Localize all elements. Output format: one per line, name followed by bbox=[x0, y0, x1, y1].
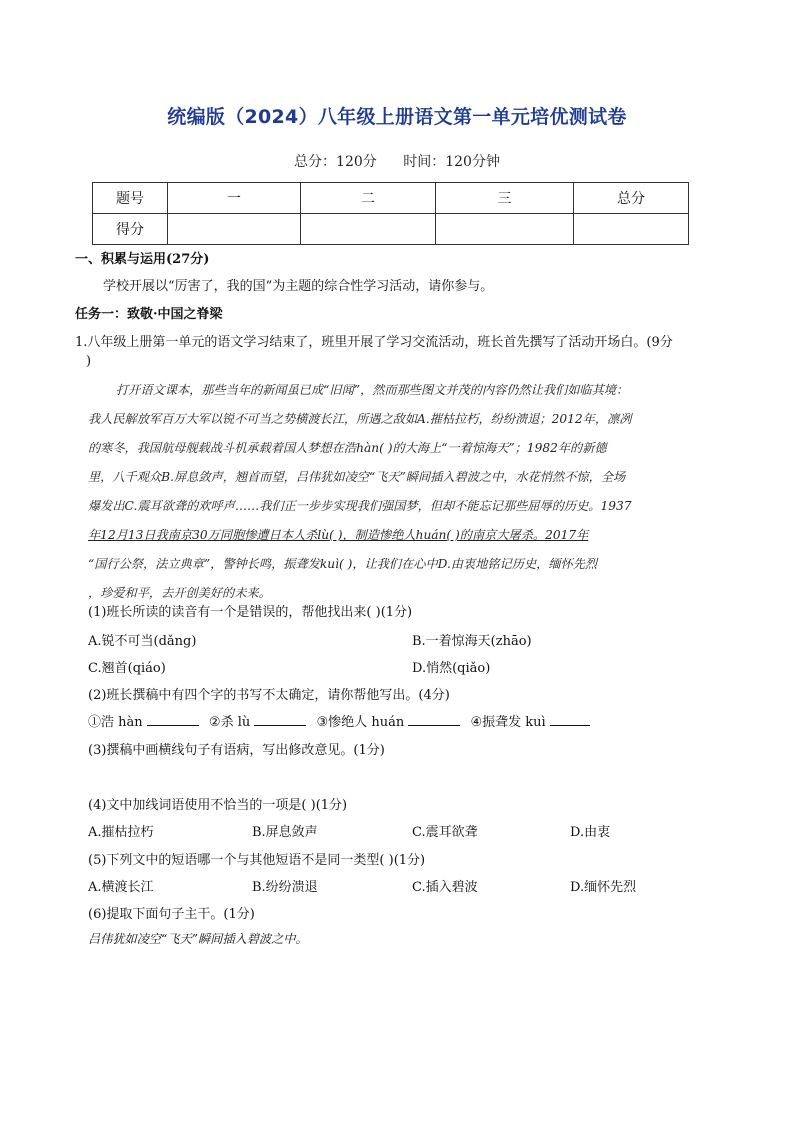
score-cell: 二 bbox=[301, 183, 436, 214]
question-1-stem: 1.八年级上册第一单元的语文学习结束了，班里开展了学习交流活动，班长首先撰写了活动开场白。(9分 bbox=[75, 335, 673, 350]
answer-blank[interactable] bbox=[550, 713, 590, 726]
answer-blank[interactable] bbox=[147, 713, 199, 726]
subquestion-1-stem: (1)班长所读的读音有一个是错误的，帮他找出来( )(1分) bbox=[88, 605, 413, 620]
score-cell: 题号 bbox=[93, 183, 168, 214]
score-input-cell[interactable] bbox=[301, 214, 436, 245]
subquestion-4-stem: (4)文中加线词语使用不恰当的一项是( )(1分) bbox=[88, 798, 348, 813]
blank-label: ①浩 hàn bbox=[88, 715, 143, 730]
exam-time: 时间：120分钟 bbox=[403, 154, 500, 170]
passage-line-underlined: 年12月13日我南京30万同胞惨遭日本人杀lù( )，制造惨绝人huán( )的南京大屠杀。2017年 bbox=[88, 528, 589, 542]
passage-line: 里，八千观众B.屏息敛声，翘首而望，吕伟犹如凌空“飞天”瞬间插入碧波之中，水花悄然不惊，全场 bbox=[88, 470, 626, 484]
passage-line: ，珍爱和平，去开创美好的未来。 bbox=[88, 586, 271, 600]
task-heading: 任务一：致敬·中国之脊梁 bbox=[75, 307, 223, 322]
blank-label: ③惨绝人 huán bbox=[316, 715, 405, 730]
option-d[interactable]: D.由衷 bbox=[570, 825, 611, 840]
subquestion-2-stem: (2)班长撰稿中有四个字的书写不太确定，请你帮他写出。(4分) bbox=[88, 688, 450, 703]
passage-line: 打开语文课本，那些当年的新闻虽已成“旧闻”，然而那些图文并茂的内容仍然让我们如临其境： bbox=[116, 383, 629, 397]
total-score: 总分：120分 bbox=[294, 154, 377, 170]
subquestion-6-stem: (6)提取下面句子主干。(1分) bbox=[88, 907, 255, 922]
option-a[interactable]: A.锐不可当(dǎng) bbox=[88, 634, 197, 649]
score-table bbox=[92, 182, 689, 245]
reading-passage bbox=[88, 376, 722, 608]
passage-line: 爆发出C.震耳欲聋的欢呼声……我们正一步步实现我们强国梦，但却不能忘记那些屈辱的历史。1937 bbox=[88, 499, 632, 513]
option-d[interactable]: D.缅怀先烈 bbox=[570, 880, 637, 895]
section-heading: 一、积累与运用(27分) bbox=[75, 252, 210, 267]
score-input-cell[interactable] bbox=[168, 214, 301, 245]
score-cell: 总分 bbox=[574, 183, 689, 214]
exam-meta bbox=[0, 151, 794, 171]
score-cell: 三 bbox=[436, 183, 574, 214]
option-b[interactable]: B.屏息敛声 bbox=[252, 825, 318, 840]
exam-title: 统编版（2024）八年级上册语文第一单元培优测试卷 bbox=[167, 106, 627, 128]
section-intro: 学校开展以“厉害了，我的国”为主题的综合性学习活动，请你参与。 bbox=[103, 279, 494, 294]
subquestion-6-sentence: 吕伟犹如凌空“飞天”瞬间插入碧波之中。 bbox=[88, 932, 308, 946]
subquestion-5-stem: (5)下列文中的短语哪一个与其他短语不是同一类型( )(1分) bbox=[88, 853, 426, 868]
passage-line: “国行公祭，法立典章”，警钟长鸣，振聋发kuì( )，让我们在心中D.由衷地铭记历史，缅怀先烈 bbox=[88, 557, 598, 571]
score-input-cell[interactable] bbox=[436, 214, 574, 245]
fill-blank-row bbox=[88, 711, 590, 730]
blank-label: ②杀 lù bbox=[208, 715, 251, 730]
score-cell: 一 bbox=[168, 183, 301, 214]
answer-blank[interactable] bbox=[408, 713, 460, 726]
option-c[interactable]: C.翘首(qiáo) bbox=[88, 661, 166, 676]
passage-line: 我人民解放军百万大军以锐不可当之势横渡长江，所遇之敌如A.摧枯拉朽，纷纷溃退；2012年，凛冽 bbox=[88, 412, 632, 426]
option-b[interactable]: B.纷纷溃退 bbox=[252, 880, 318, 895]
score-cell: 得分 bbox=[93, 214, 168, 245]
option-b[interactable]: B.一着惊海天(zhāo) bbox=[412, 634, 532, 649]
option-c[interactable]: C.插入碧波 bbox=[412, 880, 478, 895]
passage-line: 的寒冬，我国航母舰载战斗机承载着国人梦想在浩hàn( )的大海上“一着惊海天”；1982年的新德 bbox=[88, 441, 607, 455]
blank-label: ④振聋发 kuì bbox=[470, 715, 546, 730]
subquestion-3-stem: (3)撰稿中画横线句子有语病，写出修改意见。(1分) bbox=[88, 743, 385, 758]
option-c[interactable]: C.震耳欲聋 bbox=[412, 825, 478, 840]
score-input-cell[interactable] bbox=[574, 214, 689, 245]
score-table-score-row bbox=[93, 214, 689, 245]
option-a[interactable]: A.摧枯拉朽 bbox=[88, 825, 154, 840]
question-1-stem-end: ) bbox=[86, 354, 92, 369]
answer-blank[interactable] bbox=[254, 713, 306, 726]
option-a[interactable]: A.横渡长江 bbox=[88, 880, 154, 895]
score-table-header-row bbox=[93, 183, 689, 214]
option-d[interactable]: D.悄然(qiǎo) bbox=[412, 661, 491, 676]
